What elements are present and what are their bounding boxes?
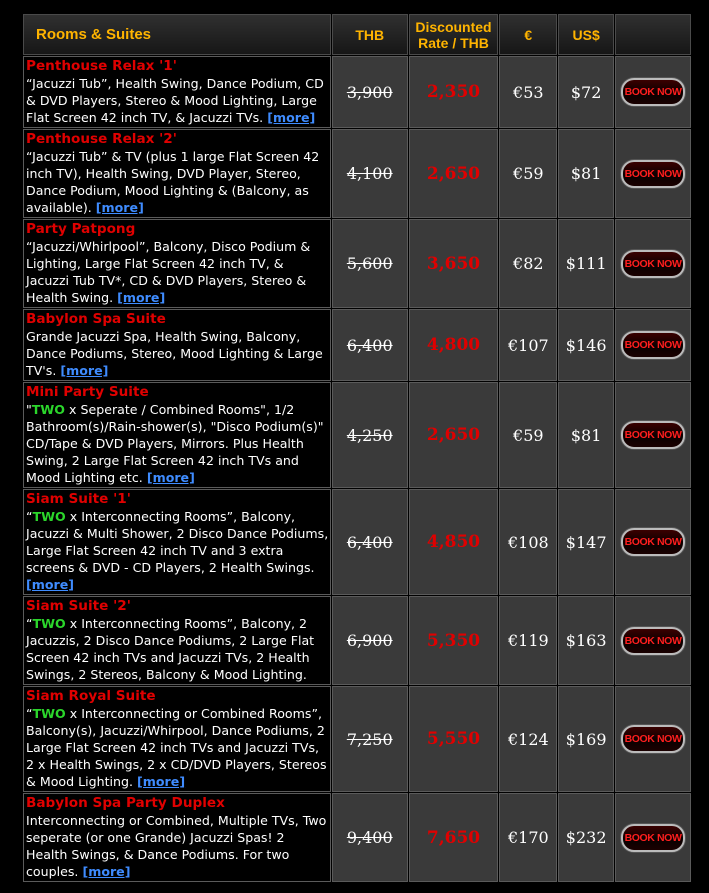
price-usd: $81 bbox=[558, 382, 614, 488]
original-price-thb bbox=[332, 56, 408, 128]
room-description-cell bbox=[23, 489, 331, 595]
price-usd: $232 bbox=[558, 793, 614, 882]
discounted-price-thb: 4,800 bbox=[409, 309, 499, 381]
book-cell bbox=[615, 219, 691, 308]
discounted-price-thb: 2,650 bbox=[409, 129, 499, 218]
original-price-value: 5,600 bbox=[346, 254, 393, 273]
more-link[interactable]: [more] bbox=[137, 774, 186, 789]
book-now-button[interactable]: BOOK NOW bbox=[621, 725, 685, 753]
description-text: “Jacuzzi Tub” & TV (plus 1 large Flat Screen 42 inch TV), Health Swing, DVD Player, Stereo, Dance Podium, Mood Lighting & (Balcony, as available). bbox=[26, 149, 320, 215]
more-link[interactable]: [more] bbox=[60, 363, 109, 378]
header-book bbox=[615, 14, 691, 55]
room-description bbox=[26, 76, 324, 125]
two-highlight: TWO bbox=[31, 402, 65, 417]
book-now-button[interactable]: BOOK NOW bbox=[621, 331, 685, 359]
price-eur: €124 bbox=[499, 686, 557, 792]
room-name[interactable]: Babylon Spa Party Duplex bbox=[26, 795, 225, 811]
room-name[interactable]: Siam Suite '1' bbox=[26, 491, 131, 507]
original-price-value: 6,400 bbox=[346, 335, 393, 355]
original-price-value: 7,250 bbox=[346, 729, 393, 749]
price-usd: $81 bbox=[558, 129, 614, 218]
header-eur: € bbox=[499, 14, 557, 55]
header-rooms-suites: Rooms & Suites bbox=[23, 14, 331, 55]
price-eur: €119 bbox=[499, 596, 557, 685]
discounted-price-thb: 3,650 bbox=[409, 219, 499, 308]
description-text: x Seperate / Combined Rooms", 1/2 Bathroom(s)/Rain-shower(s), "Disco Podium(s)" CD/Tape & DVD Players, Mirrors. Plus Health Swing, 2 Large Flat Screen 42 inch TVs and Mood Lighting etc. bbox=[26, 402, 324, 485]
table-row bbox=[23, 793, 691, 882]
price-usd: $72 bbox=[558, 56, 614, 128]
room-name[interactable]: Siam Royal Suite bbox=[26, 688, 156, 704]
discounted-price-thb: 5,550 bbox=[409, 686, 499, 792]
table-row bbox=[23, 686, 691, 792]
room-description bbox=[26, 813, 326, 879]
book-cell bbox=[615, 793, 691, 882]
room-name[interactable]: Party Patpong bbox=[26, 221, 136, 237]
discounted-price-thb: 5,350 bbox=[409, 596, 499, 685]
table-row bbox=[23, 309, 691, 381]
room-description-cell bbox=[23, 219, 331, 308]
book-cell bbox=[615, 309, 691, 381]
book-now-button[interactable]: BOOK NOW bbox=[621, 78, 685, 106]
room-description bbox=[26, 149, 319, 215]
price-eur: €59 bbox=[499, 129, 557, 218]
book-cell bbox=[615, 56, 691, 128]
header-usd: US$ bbox=[558, 14, 614, 55]
room-description-cell bbox=[23, 596, 331, 685]
two-highlight: TWO bbox=[32, 616, 66, 631]
rates-table bbox=[22, 13, 692, 883]
original-price-value: 6,400 bbox=[346, 532, 393, 552]
table-row bbox=[23, 489, 691, 595]
description-text: “ bbox=[26, 509, 33, 524]
price-usd: $163 bbox=[558, 596, 614, 685]
price-usd: $169 bbox=[558, 686, 614, 792]
price-eur: €107 bbox=[499, 309, 557, 381]
original-price-value: 4,250 bbox=[346, 425, 393, 445]
room-description-cell bbox=[23, 686, 331, 792]
more-link[interactable]: [more] bbox=[26, 577, 75, 592]
book-now-button[interactable]: BOOK NOW bbox=[621, 824, 685, 852]
table-row bbox=[23, 219, 691, 308]
original-price-value: 4,100 bbox=[346, 164, 393, 183]
original-price-value: 3,900 bbox=[346, 82, 393, 102]
original-price-thb bbox=[332, 309, 408, 381]
original-price-thb bbox=[332, 489, 408, 595]
book-cell bbox=[615, 686, 691, 792]
book-now-button[interactable]: BOOK NOW bbox=[621, 160, 685, 188]
original-price-value: 6,900 bbox=[346, 631, 393, 650]
original-price-thb bbox=[332, 219, 408, 308]
price-eur: €59 bbox=[499, 382, 557, 488]
more-link[interactable]: [more] bbox=[82, 864, 131, 879]
original-price-thb bbox=[332, 686, 408, 792]
room-name[interactable]: Mini Party Suite bbox=[26, 384, 149, 400]
more-link[interactable]: [more] bbox=[146, 470, 195, 485]
description-text: “ bbox=[26, 706, 33, 721]
description-text: “Jacuzzi Tub”, Health Swing, Dance Podium, CD & DVD Players, Stereo & Mood Lighting, Large Flat Screen 42 inch TV, & Jacuzzi TVs. bbox=[26, 76, 324, 125]
price-eur: €53 bbox=[499, 56, 557, 128]
room-name[interactable]: Siam Suite '2' bbox=[26, 598, 131, 614]
discounted-price-thb: 2,650 bbox=[409, 382, 499, 488]
table-row bbox=[23, 56, 691, 128]
description-text: x Interconnecting Rooms”, Balcony, 2 Jacuzzis, 2 Disco Dance Podiums, 2 Large Flat Screen 42 inch TVs and Jacuzzi TVs, 2 Health Swings, 2 Stereos, Balcony & Mood Lighting. bbox=[26, 616, 315, 682]
original-price-thb bbox=[332, 596, 408, 685]
original-price-thb bbox=[332, 382, 408, 488]
header-discounted-line2: Rate / THB bbox=[418, 34, 489, 51]
room-description bbox=[26, 509, 328, 592]
room-description bbox=[26, 239, 310, 305]
header-thb: THB bbox=[332, 14, 408, 55]
more-link[interactable]: [more] bbox=[95, 200, 144, 215]
price-eur: €170 bbox=[499, 793, 557, 882]
discounted-price-thb: 7,650 bbox=[409, 793, 499, 882]
book-now-button[interactable]: BOOK NOW bbox=[621, 250, 685, 278]
room-description-cell bbox=[23, 309, 331, 381]
rates-table-container bbox=[22, 13, 692, 893]
description-text: " bbox=[26, 402, 32, 417]
more-link[interactable]: [more] bbox=[267, 110, 316, 125]
book-cell bbox=[615, 596, 691, 685]
two-highlight: TWO bbox=[32, 509, 66, 524]
book-now-button[interactable]: BOOK NOW bbox=[621, 421, 685, 449]
table-row bbox=[23, 129, 691, 218]
book-cell bbox=[615, 129, 691, 218]
original-price-value: 9,400 bbox=[346, 828, 393, 847]
description-text: x Interconnecting Rooms”, Balcony, Jacuzzi & Multi Shower, 2 Disco Dance Podiums, Large Flat Screen 42 inch TV and 3 extra screens & DVD - CD Players, 2 Health Swings. bbox=[26, 509, 329, 575]
discounted-price-thb: 4,850 bbox=[409, 489, 499, 595]
room-description-cell bbox=[23, 793, 331, 882]
price-usd: $111 bbox=[558, 219, 614, 308]
room-description-cell bbox=[23, 56, 331, 128]
discounted-price-thb: 2,350 bbox=[409, 56, 499, 128]
room-description-cell bbox=[23, 129, 331, 218]
description-text: Grande Jacuzzi Spa, Health Swing, Balcony, Dance Podiums, Stereo, Mood Lighting & Large TV's. bbox=[26, 329, 323, 378]
description-text: x Interconnecting or Combined Rooms”, Balcony(s), Jacuzzi/Whirpool, Dance Podiums, 2 Large Flat Screen 42 inch TVs and Jacuzzi TVs, 2 x Health Swings, 2 x CD/DVD Players, Stereos & Mood Lighting. bbox=[26, 706, 327, 789]
description-text: Interconnecting or Combined, Multiple TVs, Two seperate (or one Grande) Jacuzzi Spas! 2 Health Swings, & Dance Podiums. For two couples. bbox=[26, 813, 327, 879]
price-usd: $146 bbox=[558, 309, 614, 381]
description-text: “Jacuzzi/Whirlpool”, Balcony, Disco Podium & Lighting, Large Flat Screen 42 inch TV, & Jacuzzi Tub TV*, CD & DVD Players, Stereo & Health Swing. bbox=[26, 239, 311, 305]
header-discounted-line1: Discounted bbox=[415, 18, 492, 35]
description-text: “ bbox=[26, 616, 33, 631]
book-now-button[interactable]: BOOK NOW bbox=[621, 627, 685, 655]
room-description bbox=[26, 616, 314, 682]
table-row bbox=[23, 596, 691, 685]
room-name[interactable]: Penthouse Relax '1' bbox=[26, 58, 177, 74]
table-header-row bbox=[23, 14, 691, 55]
room-description-cell bbox=[23, 382, 331, 488]
room-name[interactable]: Babylon Spa Suite bbox=[26, 311, 166, 327]
room-rows bbox=[23, 56, 691, 882]
more-link[interactable]: [more] bbox=[117, 290, 166, 305]
book-cell bbox=[615, 489, 691, 595]
price-eur: €82 bbox=[499, 219, 557, 308]
book-cell bbox=[615, 382, 691, 488]
price-usd: $147 bbox=[558, 489, 614, 595]
header-discounted-rate bbox=[409, 14, 499, 55]
room-description bbox=[26, 329, 323, 378]
two-highlight: TWO bbox=[32, 706, 66, 721]
room-name[interactable]: Penthouse Relax '2' bbox=[26, 131, 177, 147]
room-description bbox=[26, 402, 324, 485]
price-eur: €108 bbox=[499, 489, 557, 595]
original-price-thb bbox=[332, 793, 408, 882]
room-description bbox=[26, 706, 327, 789]
table-row bbox=[23, 382, 691, 488]
book-now-button[interactable]: BOOK NOW bbox=[621, 528, 685, 556]
original-price-thb bbox=[332, 129, 408, 218]
